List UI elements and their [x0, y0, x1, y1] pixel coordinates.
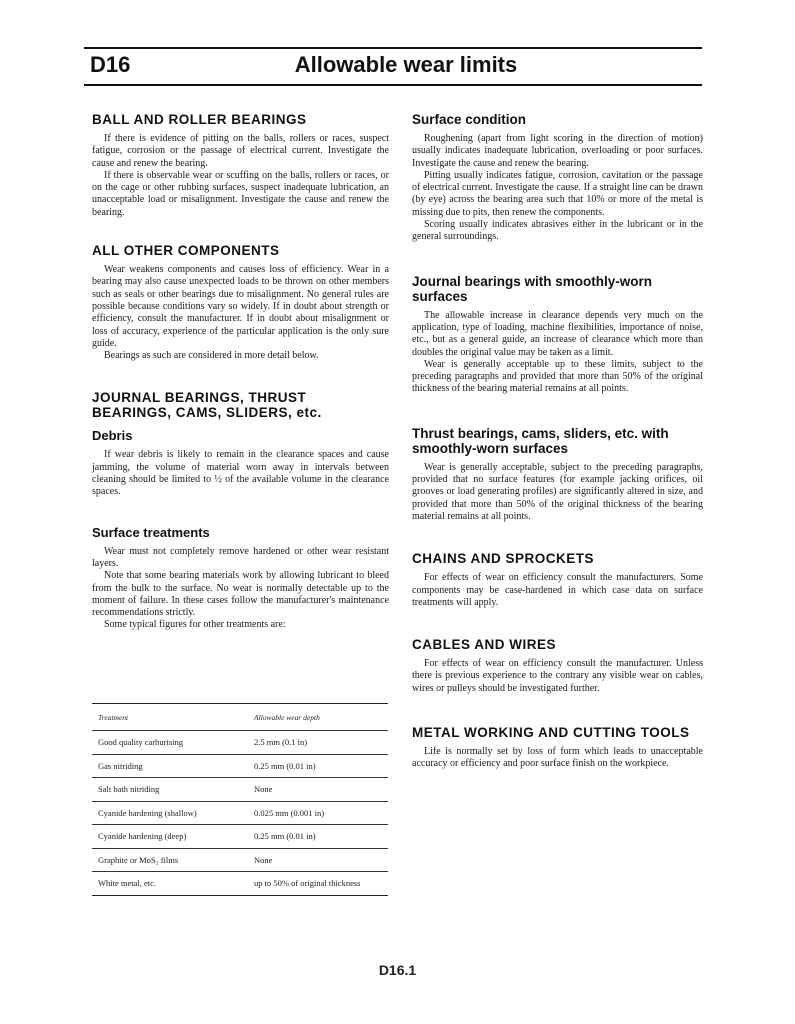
paragraph: Pitting usually indicates fatigue, corrosion, cavitation or the passage of electrical current. Investigate the cause. If a straight line can be drawn (by eye) across the bearing area such that 10% or more of the metal is missing due to pits, then renew the components.: [412, 169, 703, 218]
wear-depth-table: [92, 703, 388, 896]
section-heading: ALL OTHER COMPONENTS: [92, 243, 280, 259]
paragraph: For effects of wear on efficiency consult the manufacturer. Unless there is previous experience to the contrary any visible wear on cables, wires or pulleys should be investigated further.: [412, 658, 703, 694]
page-code: D16: [90, 52, 131, 77]
table-cell-depth: 0.025 mm (0.001 in): [248, 801, 388, 825]
table-header-row: [92, 704, 388, 731]
table-row: [92, 848, 388, 872]
paragraph: Wear is generally acceptable up to these limits, subject to the preceding paragraphs and provided that more than 50% of the original thickness of the bearing material remains at all points.: [412, 358, 703, 395]
paragraph: Bearings as such are considered in more detail below.: [104, 350, 319, 362]
table-cell-treatment: White metal, etc.: [92, 872, 248, 896]
table-cell-depth: None: [248, 848, 388, 872]
paragraph: If there is observable wear or scuffing on the balls, rollers or races, or on the cage or other rubbing surfaces, suspect inadequate lubrication, an unacceptable load or misalignment. Investigate the cause and renew the bearing.: [92, 169, 389, 218]
table-cell-depth: None: [248, 778, 388, 802]
table-cell-treatment: Good quality carburising: [92, 731, 248, 755]
section-heading: Journal bearings with smoothly-worn surfaces: [412, 273, 653, 304]
subheading-debris: Debris: [92, 428, 133, 444]
paragraph: Life is normally set by loss of form which leads to unacceptable accuracy or efficiency and poor surface finish on the workpiece.: [412, 746, 703, 770]
section-journal-smooth: [412, 274, 703, 396]
subheading-surface-treatments: Surface treatments: [92, 524, 210, 540]
paragraph: If wear debris is likely to remain in the clearance spaces and cause jamming, the volume of material worn away in intervals between cleaning should be limited to ½ of the available volume in the clearance spaces.: [92, 449, 389, 498]
header-rule-bottom: [84, 84, 702, 86]
section-cables-wires: [412, 637, 703, 695]
section-heading: METAL WORKING AND CUTTING TOOLS: [412, 725, 690, 741]
table-cell-treatment: Cyanide hardening (shallow): [92, 801, 248, 825]
table-cell-depth: 0.25 mm (0.01 in): [248, 754, 388, 778]
paragraph: Wear weakens components and causes loss of efficiency. Wear in a bearing may also cause unexpected loads to be thrown on other members such as seals or other bearings due to misalignment. No general rules are possible because conditions vary so widely. If in doubt about strength or efficiency, consult the manufacturer. If in doubt about misalignment or loss of accuracy, experience of the particular application is the only sure guide.: [92, 264, 389, 349]
section-heading: CHAINS AND SPROCKETS: [412, 551, 595, 567]
table-header-treatment: Treatment: [92, 704, 248, 731]
paragraph: Wear must not completely remove hardened or other wear resistant layers.: [92, 545, 389, 569]
section-thrust-bearings: [412, 426, 703, 523]
section-heading: BALL AND ROLLER BEARINGS: [92, 112, 307, 127]
header-rule-top: [84, 47, 702, 49]
paragraph: Roughening (apart from light scoring in the direction of motion) usually indicates inadequate lubrication, overloading or poor surfaces. Investigate the cause and renew the bearing.: [412, 133, 703, 169]
table-row: [92, 801, 388, 825]
left-column: [92, 108, 389, 632]
section-heading: CABLES AND WIRES: [412, 637, 557, 653]
section-all-other-components: [92, 243, 389, 362]
paragraph: For effects of wear on efficiency consult the manufacturers. Some components may be case-hardened in which case data on surface treatments will apply.: [412, 572, 703, 608]
section-ball-roller-bearings: [92, 112, 389, 219]
page-number: D16.1: [378, 962, 417, 978]
table-row: [92, 825, 388, 849]
table-row: [92, 754, 388, 778]
paragraph: If there is evidence of pitting on the balls, rollers or races, suspect fatigue, corrosion or the passage of electrical current. Investigate the cause and renew the bearing.: [92, 133, 389, 169]
table-cell-treatment: Cyanide hardening (deep): [92, 825, 248, 849]
paragraph: The allowable increase in clearance depends very much on the application, type of loading, machine flexibilities, importance of noise, etc., but as a general guide, an increase of clearance which more than doubles the original value may be taken as a limit.: [412, 309, 703, 358]
table-row: [92, 872, 388, 896]
paragraph: Note that some bearing materials work by allowing lubricant to bleed from the bulk to the surface. No wear is normally detectable up to the moment of failure. In these cases follow the manufacturer's maintenance recommendations strictly.: [92, 570, 389, 619]
table-cell-depth: 0.25 mm (0.01 in): [248, 825, 388, 849]
section-heading: Surface condition: [412, 112, 527, 127]
paragraph: Scoring usually indicates abrasives either in the lubricant or in the general surroundings.: [412, 219, 703, 243]
table-header-depth: Allowable wear depth: [248, 704, 388, 731]
paragraph: Some typical figures for other treatments are:: [104, 619, 286, 631]
paragraph: Wear is generally acceptable, subject to the preceding paragraphs, provided that no surface features (for example jacking orifices, oil grooves or load generating profiles) are significantly altered in size, and provided that more than 50% of the original thickness of the bearing material remains at all points.: [412, 461, 703, 522]
section-chains-sprockets: [412, 551, 703, 609]
section-heading: JOURNAL BEARINGS, THRUST BEARINGS, CAMS, SLIDERS, etc.: [92, 390, 322, 421]
table-cell-depth: 2.5 mm (0.1 in): [248, 731, 388, 755]
table-cell-treatment: Gas nitriding: [92, 754, 248, 778]
section-heading: Thrust bearings, cams, sliders, etc. with smoothly-worn surfaces: [412, 425, 669, 456]
table-row: [92, 731, 388, 755]
right-column: [412, 108, 703, 771]
section-surface-condition: [412, 112, 703, 244]
table-cell-treatment: Graphite or MoS₂ films: [92, 848, 248, 872]
page-title: Allowable wear limits: [294, 52, 518, 77]
section-metal-working: [412, 725, 703, 771]
table-row: [92, 778, 388, 802]
table-cell-depth: up to 50% of original thickness: [248, 872, 388, 896]
table-cell-treatment: Salt bath nitriding: [92, 778, 248, 802]
section-journal-bearings: [92, 390, 389, 631]
